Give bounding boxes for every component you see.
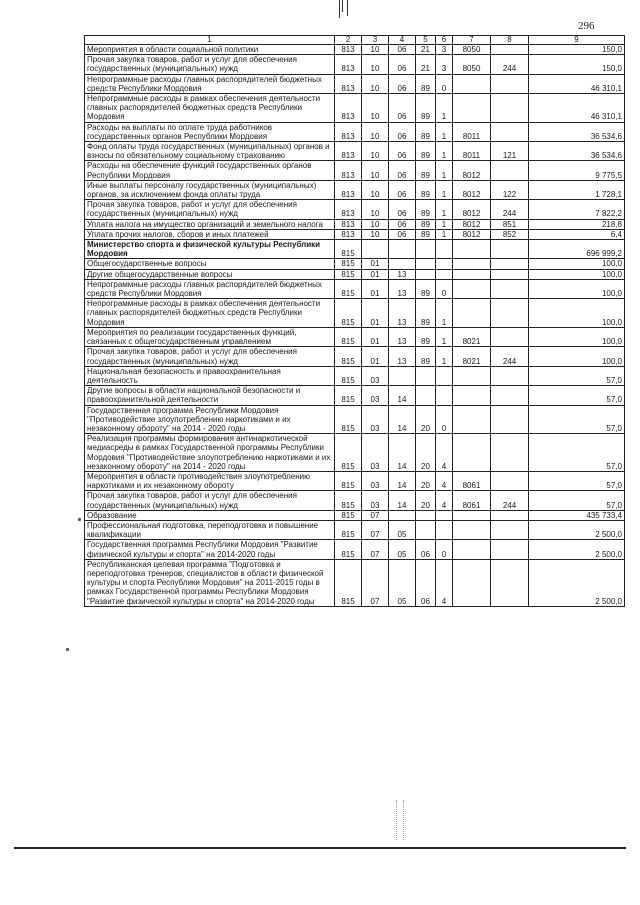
row-expense-type-code <box>491 540 529 559</box>
row-description: Другие общегосударственные вопросы <box>85 269 335 279</box>
row-ministry-code: 815 <box>335 240 362 259</box>
row-subprogram-code: 1 <box>436 142 453 161</box>
row-subsection-code: 05 <box>389 520 416 539</box>
row-subsection-code: 14 <box>389 491 416 510</box>
table-row <box>85 74 625 93</box>
row-expense-type-code <box>491 559 529 606</box>
row-program-code: 89 <box>416 219 436 229</box>
row-amount: 6,4 <box>529 229 625 239</box>
table-row <box>85 269 625 279</box>
row-section-code: 10 <box>362 200 389 219</box>
row-section-code: 01 <box>362 259 389 269</box>
row-amount: 57,0 <box>529 491 625 510</box>
row-expense-type-code: 244 <box>491 55 529 74</box>
row-description: Мероприятия в области противодействия злоупотреблению наркотиками и их незаконному обороту <box>85 471 335 490</box>
row-item-code <box>453 540 491 559</box>
row-section-code: 10 <box>362 219 389 229</box>
row-ministry-code: 815 <box>335 269 362 279</box>
row-program-code <box>416 240 436 259</box>
row-subsection-code: 06 <box>389 45 416 55</box>
header-col-7: 7 <box>453 36 491 45</box>
row-amount: 1 728,1 <box>529 180 625 199</box>
row-program-code: 89 <box>416 180 436 199</box>
row-item-code <box>453 299 491 328</box>
row-section-code: 10 <box>362 94 389 123</box>
row-item-code <box>453 366 491 385</box>
row-ministry-code: 815 <box>335 471 362 490</box>
row-subprogram-code: 4 <box>436 559 453 606</box>
table-row <box>85 122 625 141</box>
row-expense-type-code <box>491 269 529 279</box>
table-row <box>85 219 625 229</box>
row-ministry-code: 815 <box>335 491 362 510</box>
row-subsection-code: 14 <box>389 434 416 472</box>
row-item-code: 8012 <box>453 229 491 239</box>
table-row <box>85 55 625 74</box>
row-ministry-code: 815 <box>335 279 362 298</box>
row-program-code: 20 <box>416 405 436 434</box>
row-subsection-code: 06 <box>389 94 416 123</box>
row-expense-type-code: 244 <box>491 347 529 366</box>
row-item-code: 8012 <box>453 180 491 199</box>
row-program-code: 89 <box>416 299 436 328</box>
row-subsection-code <box>389 240 416 259</box>
row-program-code: 21 <box>416 45 436 55</box>
row-amount: 7 822,2 <box>529 200 625 219</box>
row-expense-type-code <box>491 299 529 328</box>
row-subsection-code: 13 <box>389 327 416 346</box>
table-row <box>85 491 625 510</box>
row-amount: 36 534,6 <box>529 122 625 141</box>
row-subsection-code: 06 <box>389 122 416 141</box>
row-subsection-code: 06 <box>389 229 416 239</box>
header-col-2: 2 <box>335 36 362 45</box>
row-subsection-code: 06 <box>389 142 416 161</box>
row-ministry-code: 815 <box>335 327 362 346</box>
row-item-code: 8021 <box>453 347 491 366</box>
row-program-code: 89 <box>416 229 436 239</box>
row-description: Уплата прочих налогов, сборов и иных платежей <box>85 229 335 239</box>
row-expense-type-code: 122 <box>491 180 529 199</box>
row-subsection-code: 14 <box>389 386 416 405</box>
row-description: Расходы на выплаты по оплате труда работников государственных органов Республики Мордовия <box>85 122 335 141</box>
row-description: Уплата налога на имущество организаций и земельного налога <box>85 219 335 229</box>
row-item-code <box>453 434 491 472</box>
row-subprogram-code: 1 <box>436 180 453 199</box>
row-subprogram-code <box>436 510 453 520</box>
header-col-4: 4 <box>389 36 416 45</box>
header-col-1: 1 <box>85 36 335 45</box>
row-amount: 435 733,4 <box>529 510 625 520</box>
row-section-code: 10 <box>362 122 389 141</box>
row-subprogram-code <box>436 259 453 269</box>
row-ministry-code: 815 <box>335 405 362 434</box>
row-amount: 150,0 <box>529 55 625 74</box>
row-expense-type-code <box>491 520 529 539</box>
row-expense-type-code <box>491 471 529 490</box>
row-subprogram-code: 1 <box>436 122 453 141</box>
row-item-code: 8012 <box>453 200 491 219</box>
row-amount: 57,0 <box>529 386 625 405</box>
row-amount: 57,0 <box>529 434 625 472</box>
row-expense-type-code <box>491 240 529 259</box>
row-subsection-code: 13 <box>389 279 416 298</box>
row-program-code: 89 <box>416 327 436 346</box>
row-subprogram-code: 4 <box>436 434 453 472</box>
row-expense-type-code <box>491 327 529 346</box>
row-ministry-code: 813 <box>335 229 362 239</box>
row-item-code <box>453 259 491 269</box>
table-row <box>85 94 625 123</box>
row-ministry-code: 815 <box>335 259 362 269</box>
row-expense-type-code <box>491 510 529 520</box>
row-amount: 696 999,2 <box>529 240 625 259</box>
row-ministry-code: 815 <box>335 386 362 405</box>
row-expense-type-code <box>491 386 529 405</box>
row-program-code: 20 <box>416 434 436 472</box>
table-row <box>85 45 625 55</box>
row-amount: 2 500,0 <box>529 540 625 559</box>
row-item-code: 8050 <box>453 45 491 55</box>
header-col-8: 8 <box>491 36 529 45</box>
row-subsection-code: 06 <box>389 200 416 219</box>
row-ministry-code: 815 <box>335 559 362 606</box>
row-description: Расходы на обеспечение функций государственных органов Республики Мордовия <box>85 161 335 180</box>
row-ministry-code: 813 <box>335 142 362 161</box>
row-amount: 100,0 <box>529 299 625 328</box>
row-expense-type-code <box>491 161 529 180</box>
header-col-5: 5 <box>416 36 436 45</box>
row-item-code <box>453 94 491 123</box>
row-expense-type-code <box>491 259 529 269</box>
table-row <box>85 347 625 366</box>
row-section-code: 01 <box>362 327 389 346</box>
row-subsection-code: 06 <box>389 55 416 74</box>
row-ministry-code: 815 <box>335 299 362 328</box>
row-amount: 57,0 <box>529 405 625 434</box>
row-section-code: 10 <box>362 45 389 55</box>
row-program-code <box>416 259 436 269</box>
row-amount: 36 534,6 <box>529 142 625 161</box>
row-program-code <box>416 520 436 539</box>
row-item-code: 8011 <box>453 142 491 161</box>
row-ministry-code: 813 <box>335 200 362 219</box>
row-program-code: 21 <box>416 55 436 74</box>
row-description: Прочая закупка товаров, работ и услуг для обеспечения государственных (муниципальных) нужд <box>85 200 335 219</box>
row-subprogram-code: 4 <box>436 491 453 510</box>
row-subprogram-code <box>436 269 453 279</box>
margin-mark <box>78 518 81 521</box>
row-amount: 57,0 <box>529 366 625 385</box>
row-expense-type-code <box>491 74 529 93</box>
row-subsection-code: 05 <box>389 540 416 559</box>
row-subsection-code: 05 <box>389 559 416 606</box>
row-item-code <box>453 240 491 259</box>
row-section-code: 03 <box>362 366 389 385</box>
row-expense-type-code <box>491 366 529 385</box>
row-subprogram-code: 1 <box>436 200 453 219</box>
table-row <box>85 366 625 385</box>
table-row <box>85 240 625 259</box>
row-section-code: 01 <box>362 269 389 279</box>
row-section-code <box>362 240 389 259</box>
table-row <box>85 327 625 346</box>
row-program-code: 89 <box>416 142 436 161</box>
row-program-code <box>416 510 436 520</box>
table-row <box>85 510 625 520</box>
row-amount: 9 775,5 <box>529 161 625 180</box>
fold-crease <box>396 800 404 840</box>
row-ministry-code: 813 <box>335 180 362 199</box>
row-section-code: 03 <box>362 405 389 434</box>
header-col-3: 3 <box>362 36 389 45</box>
row-amount: 46 310,1 <box>529 94 625 123</box>
row-subprogram-code: 1 <box>436 94 453 123</box>
row-section-code: 03 <box>362 471 389 490</box>
row-description: Фонд оплаты труда государственных (муниципальных) органов и взносы по обязательному социальному страхованию <box>85 142 335 161</box>
row-ministry-code: 815 <box>335 510 362 520</box>
row-description: Профессиональная подготовка, переподготовка и повышение квалификации <box>85 520 335 539</box>
table-row <box>85 386 625 405</box>
row-amount: 100,0 <box>529 327 625 346</box>
row-section-code: 03 <box>362 434 389 472</box>
row-subsection-code <box>389 366 416 385</box>
row-amount: 2 500,0 <box>529 520 625 539</box>
row-description: Другие вопросы в области национальной безопасности и правоохранительной деятельности <box>85 386 335 405</box>
row-amount: 218,8 <box>529 219 625 229</box>
table-row <box>85 559 625 606</box>
row-subprogram-code: 3 <box>436 55 453 74</box>
row-subsection-code: 06 <box>389 219 416 229</box>
row-item-code <box>453 279 491 298</box>
row-subprogram-code: 1 <box>436 327 453 346</box>
row-expense-type-code: 244 <box>491 200 529 219</box>
table-row <box>85 142 625 161</box>
row-ministry-code: 813 <box>335 122 362 141</box>
row-ministry-code: 815 <box>335 347 362 366</box>
row-ministry-code: 813 <box>335 219 362 229</box>
row-item-code: 8012 <box>453 219 491 229</box>
row-subprogram-code: 0 <box>436 405 453 434</box>
row-program-code: 89 <box>416 122 436 141</box>
row-subsection-code: 06 <box>389 74 416 93</box>
page-number: 296 <box>578 20 595 32</box>
row-subprogram-code: 3 <box>436 45 453 55</box>
row-subsection-code: 13 <box>389 347 416 366</box>
margin-mark <box>66 648 69 651</box>
row-item-code: 8061 <box>453 471 491 490</box>
budget-table <box>84 35 625 607</box>
row-program-code: 89 <box>416 74 436 93</box>
row-program-code: 89 <box>416 279 436 298</box>
row-amount: 100,0 <box>529 347 625 366</box>
row-ministry-code: 813 <box>335 74 362 93</box>
row-program-code: 89 <box>416 94 436 123</box>
row-item-code <box>453 386 491 405</box>
header-col-9: 9 <box>529 36 625 45</box>
row-expense-type-code <box>491 405 529 434</box>
row-subprogram-code <box>436 366 453 385</box>
row-subprogram-code: 1 <box>436 347 453 366</box>
row-subsection-code: 13 <box>389 269 416 279</box>
row-ministry-code: 813 <box>335 161 362 180</box>
row-ministry-code: 815 <box>335 434 362 472</box>
row-program-code: 06 <box>416 559 436 606</box>
row-description: Прочая закупка товаров, работ и услуг для обеспечения государственных (муниципальных) нужд <box>85 347 335 366</box>
row-item-code <box>453 510 491 520</box>
row-item-code <box>453 520 491 539</box>
row-subprogram-code: 4 <box>436 471 453 490</box>
row-description: Прочая закупка товаров, работ и услуг для обеспечения государственных (муниципальных) нужд <box>85 55 335 74</box>
row-subprogram-code <box>436 520 453 539</box>
row-ministry-code: 815 <box>335 540 362 559</box>
row-expense-type-code: 121 <box>491 142 529 161</box>
row-section-code: 10 <box>362 142 389 161</box>
row-description: Непрограммные расходы главных распорядителей бюджетных средств Республики Мордовия <box>85 279 335 298</box>
row-item-code: 8012 <box>453 161 491 180</box>
row-section-code: 07 <box>362 540 389 559</box>
row-item-code <box>453 405 491 434</box>
table-row <box>85 180 625 199</box>
row-subsection-code: 14 <box>389 405 416 434</box>
row-program-code <box>416 269 436 279</box>
bottom-rule <box>14 847 626 849</box>
row-amount: 2 500,0 <box>529 559 625 606</box>
row-section-code: 07 <box>362 510 389 520</box>
row-description: Общегосударственные вопросы <box>85 259 335 269</box>
row-description: Прочая закупка товаров, работ и услуг для обеспечения государственных (муниципальных) нужд <box>85 491 335 510</box>
row-description: Государственная программа Республики Мордовия "Противодействие злоупотреблению наркотиками и их незаконному обороту" на 2014 - 2020 годы <box>85 405 335 434</box>
row-program-code <box>416 366 436 385</box>
row-expense-type-code: 852 <box>491 229 529 239</box>
row-subprogram-code: 1 <box>436 161 453 180</box>
row-section-code: 10 <box>362 161 389 180</box>
row-amount: 57,0 <box>529 471 625 490</box>
row-item-code: 8021 <box>453 327 491 346</box>
row-amount: 150,0 <box>529 45 625 55</box>
row-section-code: 10 <box>362 74 389 93</box>
table-row <box>85 540 625 559</box>
row-ministry-code: 813 <box>335 45 362 55</box>
row-expense-type-code <box>491 279 529 298</box>
row-expense-type-code <box>491 122 529 141</box>
row-section-code: 01 <box>362 347 389 366</box>
row-item-code <box>453 559 491 606</box>
row-expense-type-code <box>491 94 529 123</box>
row-description: Непрограммные расходы в рамках обеспечения деятельности главных распорядителей бюджетных средств Республики Мордовия <box>85 94 335 123</box>
row-subprogram-code: 0 <box>436 74 453 93</box>
row-item-code: 8011 <box>453 122 491 141</box>
table-row <box>85 520 625 539</box>
row-program-code: 89 <box>416 347 436 366</box>
table-row <box>85 471 625 490</box>
row-subsection-code: 13 <box>389 299 416 328</box>
row-subprogram-code: 0 <box>436 279 453 298</box>
row-amount: 46 310,1 <box>529 74 625 93</box>
row-description: Республиканская целевая программа "Подготовка и переподготовка тренеров, специалистов в области физической культуры и спорта Республики Мордовия" на 2011-2015 годы в рамках Государственной программы Республики Мордовия "Развитие физической культуры и спорта" на 2014-2020 годы <box>85 559 335 606</box>
table-row <box>85 200 625 219</box>
row-ministry-code: 815 <box>335 520 362 539</box>
row-program-code: 20 <box>416 491 436 510</box>
table-row <box>85 259 625 269</box>
row-subsection-code: 06 <box>389 161 416 180</box>
table-header-row <box>85 36 625 45</box>
row-subsection-code <box>389 259 416 269</box>
table-row <box>85 279 625 298</box>
row-description: Иные выплаты персоналу государственных (муниципальных) органов, за исключением фонда оплаты труда <box>85 180 335 199</box>
row-section-code: 01 <box>362 299 389 328</box>
row-ministry-code: 815 <box>335 366 362 385</box>
table-row <box>85 299 625 328</box>
row-expense-type-code <box>491 434 529 472</box>
row-section-code: 10 <box>362 55 389 74</box>
row-amount: 100,0 <box>529 279 625 298</box>
row-description: Мероприятия в области социальной политики <box>85 45 335 55</box>
row-subsection-code: 06 <box>389 180 416 199</box>
table-row <box>85 229 625 239</box>
row-subsection-code <box>389 510 416 520</box>
row-program-code <box>416 386 436 405</box>
row-section-code: 07 <box>362 559 389 606</box>
row-program-code: 89 <box>416 200 436 219</box>
header-col-6: 6 <box>436 36 453 45</box>
row-description: Государственная программа Республики Мордовия "Развитие физической культуры и спорта" на 2014-2020 годы <box>85 540 335 559</box>
row-section-code: 03 <box>362 386 389 405</box>
row-section-code: 10 <box>362 180 389 199</box>
row-expense-type-code: 851 <box>491 219 529 229</box>
row-program-code: 06 <box>416 540 436 559</box>
row-description: Непрограммные расходы в рамках обеспечения деятельности главных распорядителей бюджетных средств Республики Мордовия <box>85 299 335 328</box>
row-subprogram-code <box>436 386 453 405</box>
row-description: Непрограммные расходы главных распорядителей бюджетных средств Республики Мордовия <box>85 74 335 93</box>
row-amount: 100,0 <box>529 269 625 279</box>
row-subprogram-code: 1 <box>436 299 453 328</box>
row-subprogram-code: 1 <box>436 229 453 239</box>
table-row <box>85 161 625 180</box>
row-item-code <box>453 74 491 93</box>
row-item-code: 8050 <box>453 55 491 74</box>
row-expense-type-code: 244 <box>491 491 529 510</box>
row-amount: 100,0 <box>529 259 625 269</box>
row-program-code: 20 <box>416 471 436 490</box>
row-program-code: 89 <box>416 161 436 180</box>
row-description: Национальная безопасность и правоохранительная деятельность <box>85 366 335 385</box>
row-subsection-code: 14 <box>389 471 416 490</box>
row-ministry-code: 813 <box>335 55 362 74</box>
row-description: Образование <box>85 510 335 520</box>
table-row <box>85 405 625 434</box>
binding-mark <box>337 0 351 20</box>
row-section-code: 07 <box>362 520 389 539</box>
row-description: Министерство спорта и физической культуры Республики Мордовия <box>85 240 335 259</box>
row-subprogram-code: 1 <box>436 219 453 229</box>
row-ministry-code: 813 <box>335 94 362 123</box>
row-item-code <box>453 269 491 279</box>
row-item-code: 8061 <box>453 491 491 510</box>
row-subprogram-code <box>436 240 453 259</box>
row-description: Мероприятия по реализации государственных функций, связанных с общегосударственным управлением <box>85 327 335 346</box>
row-expense-type-code <box>491 45 529 55</box>
row-description: Реализация программы формирования антинаркотической медиасреды в рамках Государственной программы Республики Мордовия "Противодействие злоупотреблению наркотиками и их незаконному обороту" на 2014 - 2020 годы <box>85 434 335 472</box>
row-section-code: 03 <box>362 491 389 510</box>
row-section-code: 01 <box>362 279 389 298</box>
row-section-code: 10 <box>362 229 389 239</box>
table-row <box>85 434 625 472</box>
row-subprogram-code: 0 <box>436 540 453 559</box>
